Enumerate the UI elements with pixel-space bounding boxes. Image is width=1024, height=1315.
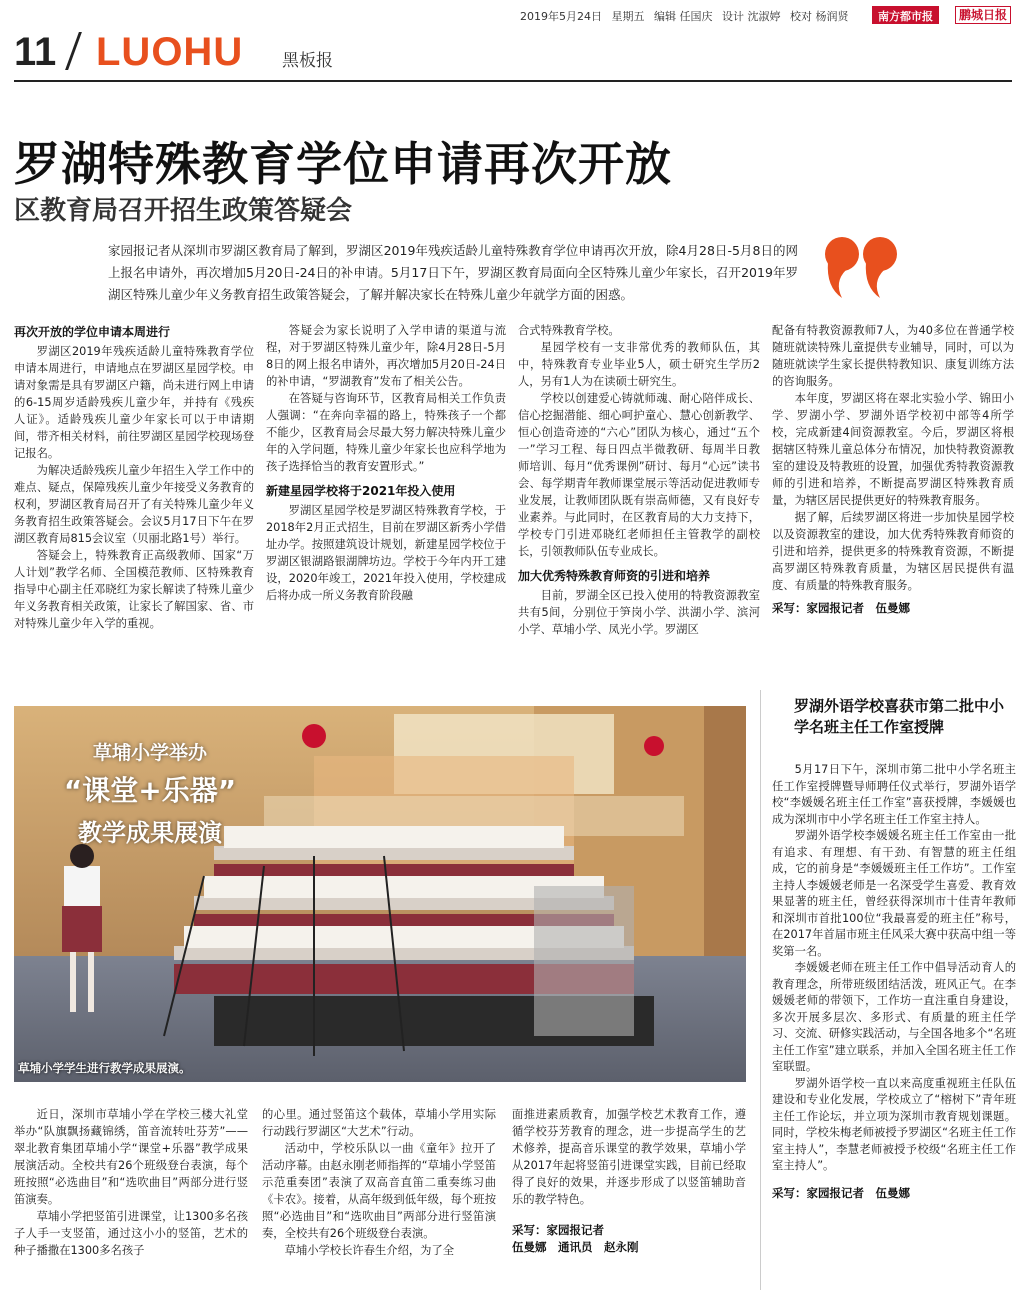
paragraph: 近日，深圳市草埔小学在学校三楼大礼堂举办“队旗飘扬藏锦绣，笛音流转吐芬芳”——翠北教育集团草埔小学“课堂+乐器”教学成果展演活动。全校共有26个班级登台表演，每个班按照“必选曲目”和“选吹曲目”两部分进行竖笛演奏。 — [14, 1108, 248, 1206]
byline: 采写：家园报记者 伍曼娜 — [772, 601, 910, 615]
paragraph: 星园学校有一支非常优秀的教师队伍，其中，特殊教育专业毕业5人，硕士研究生学历2人，另有1人为在读硕士研究生。 — [518, 341, 760, 388]
article-column-4 — [772, 322, 1014, 652]
paragraph: 面推进素质教育，加强学校艺术教育工作，遵循学校芬芳教育的理念，进一步提高学生的艺术修养，提高音乐课堂的教学效果，草埔小学从2017年起将竖笛引进课堂实践，目前已经取得了良好的效果，并逐步形成了以竖笛辅助音乐的教学特色。 — [512, 1108, 746, 1206]
byline-names: 伍曼娜 通讯员 赵永刚 — [512, 1240, 639, 1254]
photo-caption: 草埔小学学生进行教学成果展演。 — [18, 1061, 191, 1075]
page-slash-divider — [65, 32, 82, 70]
paragraph: 罗湖区星园学校是罗湖区特殊教育学校，于2018年2月正式招生，目前在罗湖区新秀小学借址办学。按照建筑设计规划，新建星园学校位于罗湖区银湖路银湖牌坊边。学校于今年内开工建设，2020年竣工，2021年投入使用，学校建成后将办成一所义务教育阶段融 — [266, 504, 506, 602]
page-number: 11 — [14, 30, 57, 74]
paragraph: 合式特殊教育学校。 — [518, 324, 620, 337]
photo-title — [40, 738, 260, 848]
paragraph: 为解决适龄残疾儿童少年招生入学工作中的难点、疑点，保障残疾儿童少年接受义务教育的权利，罗湖区教育局召开了有关特殊儿童少年义务教育招生政策答疑会。会议5月17日下午在罗湖区教育局815会议室（贝丽北路1号）举行。 — [14, 464, 254, 545]
paragraph: 罗湖区2019年残疾适龄儿童特殊教育学位申请本周进行，申请地点在罗湖区星园学校。申请对象需是具有罗湖区户籍，尚未进行网上申请的6-15周岁适龄残疾儿童少年，并持有《残疾人证》。适龄残疾儿童少年家长可以于申请期间，带齐相关材料，前往罗湖区星园学校现场登记报名。 — [14, 345, 254, 460]
paragraph: 答疑会上，特殊教育正高级教师、国家“万人计划”教学名师、全国模范教师、区特殊教育指导中心副主任邓晓红为家长解读了特殊儿童少年义务教育相关政策，让家长了解国家、省、市对特殊儿童少年入学的重视。 — [14, 549, 254, 630]
section-heading: 再次开放的学位申请本周进行 — [14, 325, 171, 339]
side-headline: 罗湖外语学校喜获市第二批中小学名班主任工作室授牌 — [794, 697, 1005, 736]
photo-title-line-1: 草埔小学举办 — [92, 742, 207, 764]
section-name-cn: 黑板报 — [282, 51, 333, 71]
side-article — [772, 762, 1016, 1282]
photo-title-line-3: 教学成果展演 — [78, 819, 222, 847]
byline: 采写：家园报记者 伍曼娜 — [772, 1185, 910, 1200]
main-headline: 罗湖特殊教育学位申请再次开放 — [14, 137, 672, 191]
editor-credit: 编辑 任国庆 — [654, 10, 713, 23]
paragraph: 活动中，学校乐队以一曲《童年》拉开了活动序幕。由赵永刚老师指挥的“草埔小学竖笛示范重奏团”表演了双高音直笛二重奏练习曲《卡农》。接着，从高年级到低年级，每个班按照“必选曲目”和“选吹曲目”两部分进行竖笛演奏，全校共有26个班级登台表演。 — [262, 1142, 496, 1240]
article-column-1 — [14, 322, 254, 652]
proofreader-credit: 校对 杨润贤 — [790, 10, 849, 23]
lead-paragraph: 家园报记者从深圳市罗湖区教育局了解到，罗湖区2019年残疾适龄儿童特殊教育学位申请再次开放，除4月28日-5月8日的网上报名申请外，再次增加5月20日-24日的补申请。5月17日下午，罗湖区教育局面向全区特殊儿童少年家长，召开2019年罗湖区特殊儿童少年义务教育招生政策答疑会，了解并解决家长在特殊儿童少年就学方面的困惑。 — [108, 243, 798, 302]
paragraph: 答疑会为家长说明了入学申请的渠道与流程，对于罗湖区特殊儿童少年，除4月28日-5月8日的网上报名申请外，再次增加5月20日-24日的补申请，“罗湖教育”发布了相关公告。 — [266, 324, 506, 388]
section-name-en: LUOHU — [96, 30, 244, 74]
paragraph: 据了解，后续罗湖区将进一步加快星园学校以及资源教室的建设，加大优秀特殊教育师资的引进和培养，提供更多的特殊教育资源，不断提高罗湖区特殊教育质量，为辖区居民提供有温度、有质量的特殊教育服务。 — [772, 511, 1014, 592]
partner-logo: 鹏城日报 — [955, 6, 1011, 24]
photo-article-column-3 — [512, 1106, 746, 1306]
column-divider — [760, 690, 761, 1290]
article-column-2 — [266, 322, 506, 652]
newspaper-logo: 南方都市报 — [872, 6, 939, 24]
main-subhead: 区教育局召开招生政策答疑会 — [14, 196, 353, 226]
paragraph: 的心里。通过竖笛这个载体，草埔小学用实际行动践行罗湖区“大艺术”行动。 — [262, 1108, 496, 1138]
paragraph: 罗湖外语学校李媛媛名班主任工作室由一批有追求、有理想、有干劲、有智慧的班主任组成，它的前身是“李媛媛班主任工作坊”。工作室主持人李媛媛老师是一名深受学生喜爱、教育效果显著的班主任，曾经获得深圳市十佳青年教师和深圳市首批100位“我最喜爱的班主任”称号，在2017年首届市班主任风采大赛中获高中组一等奖第一名。 — [772, 829, 1016, 958]
photo-article-column-2 — [262, 1106, 496, 1306]
paragraph: 罗湖外语学校一直以来高度重视班主任队伍建设和专业化发展，学校成立了“榕树下”青年班主任工作论坛，并立项为深圳市教育规划课题。同时，学校朱梅老师被授予罗湖区“名班主任工作室主持人”，李慧老师被授予校级“名班主任工作室主持人”。 — [772, 1076, 1016, 1172]
paragraph: 配备有特教资源教师7人，为40多位在普通学校随班就读特殊儿童提供专业辅导，同时，可以为随班就读学生家长提供特教知识、康复训练方法的咨询服务。 — [772, 324, 1014, 388]
paragraph: 5月17日下午，深圳市第二批中小学名班主任工作室授牌暨导师聘任仪式举行，罗湖外语学校“李媛媛名班主任工作室”喜获授牌，李媛媛也成为深圳市中小学名班主任工作室主持人。 — [772, 763, 1016, 826]
paragraph: 草埔小学校长许春生介绍，为了全 — [284, 1244, 455, 1257]
photo-title-line-2: “课堂+乐器” — [63, 774, 237, 807]
paragraph: 李媛媛老师在班主任工作中倡导活动育人的教育理念，所带班级团结活泼，班风正气。在李媛媛老师的带领下，工作坊一直注重自身建设，多次开展多层次、多形式、有质量的班主任学习、交流、研修实践活动，与全国各地多个“名班主任工作室”建立联系，并加入全国名班主任工作室联盟。 — [772, 961, 1016, 1073]
paragraph: 在答疑与咨询环节，区教育局相关工作负责人强调：“在奔向幸福的路上，特殊孩子一个都不能少，区教育局会尽最大努力解决特殊儿童少年的入学问题，特殊儿童少年家长也应科学地为孩子选择恰当的教育安置形式。” — [266, 392, 506, 473]
paragraph: 本年度，罗湖区将在翠北实验小学、锦田小学、罗湖小学、罗湖外语学校初中部等4所学校，完成新建4间资源教室。今后，罗湖区将根据辖区特殊儿童总体分布情况，加快特教资源教室的建设及特教班的设置，加强优秀特教资源教师的引进和培养，不断提高罗湖区特殊教育质量，为辖区居民提供更好的特殊教育服务。 — [772, 392, 1014, 507]
issue-weekday: 星期五 — [611, 10, 645, 23]
quote-mark-icon — [822, 232, 902, 302]
paragraph: 目前，罗湖全区已投入使用的特教资源教室共有5间，分别位于笋岗小学、洪湖小学、滨河小学、草埔小学、凤光小学。罗湖区 — [518, 589, 760, 636]
issue-date: 2019年5月24日 — [520, 10, 602, 23]
designer-credit: 设计 沈淑婷 — [722, 10, 781, 23]
photo-article-column-1 — [14, 1106, 248, 1306]
section-heading: 新建星园学校将于2021年投入使用 — [266, 484, 456, 498]
section-heading: 加大优秀特殊教育师资的引进和培养 — [518, 569, 711, 583]
byline: 采写：家园报记者 — [512, 1223, 604, 1237]
article-column-3 — [518, 322, 760, 652]
masthead-info — [520, 8, 870, 24]
paragraph: 学校以创建爱心铸就师魂、耐心陪伴成长、信心挖掘潜能、细心呵护童心、慧心创新教学、恒心创造奇迹的“六心”团队为核心，通过“五个一”学习工程、每日四点半微教研、每周半日教师培训、每月“优秀课例”研讨、每月“心远”读书会、每学期青年教师课堂展示等活动促进教师专业发展，让教师团队既有崇高师德，又有良好专业素养。与此同时，在区教育局的大力支持下，学校专门引进邓晓红老师担任主管教学的副校长，引领教师队伍专业成长。 — [518, 392, 760, 558]
header-rule — [14, 80, 1012, 82]
paragraph: 草埔小学把竖笛引进课堂，让1300多名孩子人手一支竖笛，通过这小小的竖笛，艺术的种子播撒在1300多名孩子 — [14, 1210, 248, 1257]
